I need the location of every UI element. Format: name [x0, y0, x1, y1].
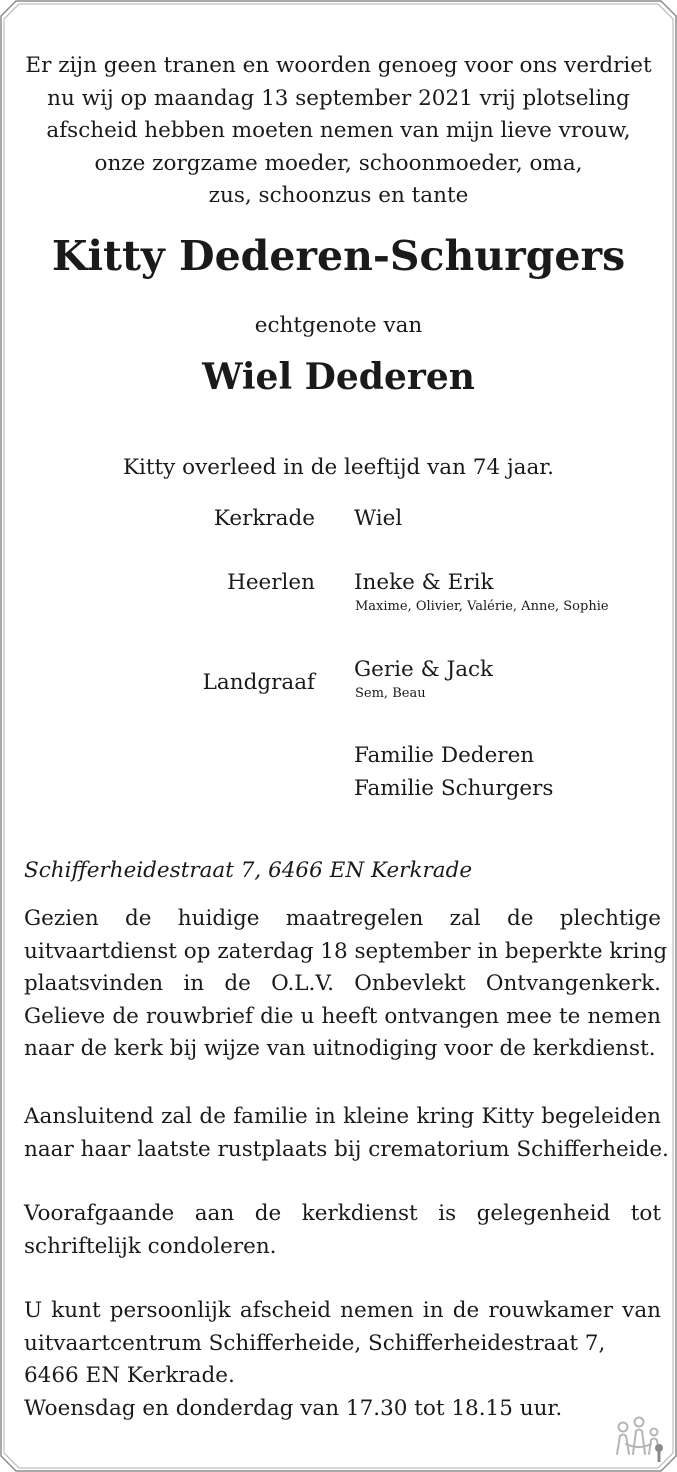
- intro-line: zus, schoonzus en tante: [208, 183, 469, 208]
- spouse-label: echtgenote van: [254, 313, 423, 338]
- paragraph-line: Gelieve de rouwbrief die u heeft ontvangen mee te nemen: [24, 1003, 661, 1029]
- paragraph-line: uitvaartdienst op zaterdag 18 september in beperkte kring: [24, 938, 668, 964]
- spouse-name: Wiel Dederen: [202, 356, 475, 398]
- condolence-paragraph: [24, 1198, 661, 1263]
- paragraph-line: Woensdag en donderdag van 17.30 tot 18.15 uur.: [24, 1395, 563, 1421]
- cremation-paragraph: [24, 1101, 669, 1166]
- relative-names: Gerie & Jack: [354, 657, 494, 682]
- relative-place: Landgraaf: [202, 670, 315, 695]
- intro-line: Er zijn geen tranen en woorden genoeg voor ons verdriet: [25, 53, 652, 78]
- paragraph-line: naar haar laatste rustplaats bij crematorium Schifferheide.: [24, 1136, 669, 1162]
- family-people-icon: [612, 1414, 666, 1464]
- relative-names: Familie Dederen: [354, 743, 535, 768]
- intro-line: afscheid hebben moeten nemen van mijn lieve vrouw,: [46, 118, 631, 143]
- paragraph-line: U kunt persoonlijk afscheid nemen in de rouwkamer van: [24, 1298, 661, 1323]
- paragraph-line: uitvaartcentrum Schifferheide, Schifferheidestraat 7,: [24, 1330, 606, 1356]
- relative-names: Wiel: [354, 506, 403, 531]
- paragraph-line: 6466 EN Kerkrade.: [24, 1363, 235, 1388]
- relative-names: Ineke & Erik: [354, 570, 494, 595]
- funeral-service-paragraph: [24, 903, 668, 1066]
- viewing-paragraph: [24, 1295, 661, 1425]
- home-address: Schifferheidestraat 7, 6466 EN Kerkrade: [24, 858, 473, 883]
- paragraph-line: Aansluitend zal de familie in kleine kring Kitty begeleiden: [24, 1104, 661, 1129]
- relative-place: Heerlen: [227, 570, 315, 595]
- paragraph-line: naar de kerk bij wijze van uitnodiging voor de kerkdienst.: [24, 1036, 656, 1061]
- relative-names: Familie Schurgers: [354, 776, 554, 801]
- paragraph-line: schriftelijk condoleren.: [24, 1233, 277, 1259]
- intro-text: [10, 50, 667, 213]
- paragraph-line: Voorafgaande aan de kerkdienst is gelegenheid tot: [24, 1201, 661, 1226]
- relative-place: Kerkrade: [213, 506, 315, 531]
- relative-grandchildren: Sem, Beau: [355, 686, 426, 701]
- age-statement: Kitty overleed in de leeftijd van 74 jaar.: [122, 455, 555, 480]
- relative-grandchildren: Maxime, Olivier, Valérie, Anne, Sophie: [355, 599, 609, 614]
- intro-line: nu wij op maandag 13 september 2021 vrij plotseling: [47, 85, 630, 111]
- paragraph-line: plaatsvinden in de O.L.V. Onbevlekt Ontvangenkerk.: [24, 971, 661, 996]
- deceased-name: Kitty Dederen-Schurgers: [51, 232, 626, 280]
- intro-line: onze zorgzame moeder, schoonmoeder, oma,: [94, 150, 583, 176]
- paragraph-line: Gezien de huidige maatregelen zal de plechtige: [24, 906, 661, 931]
